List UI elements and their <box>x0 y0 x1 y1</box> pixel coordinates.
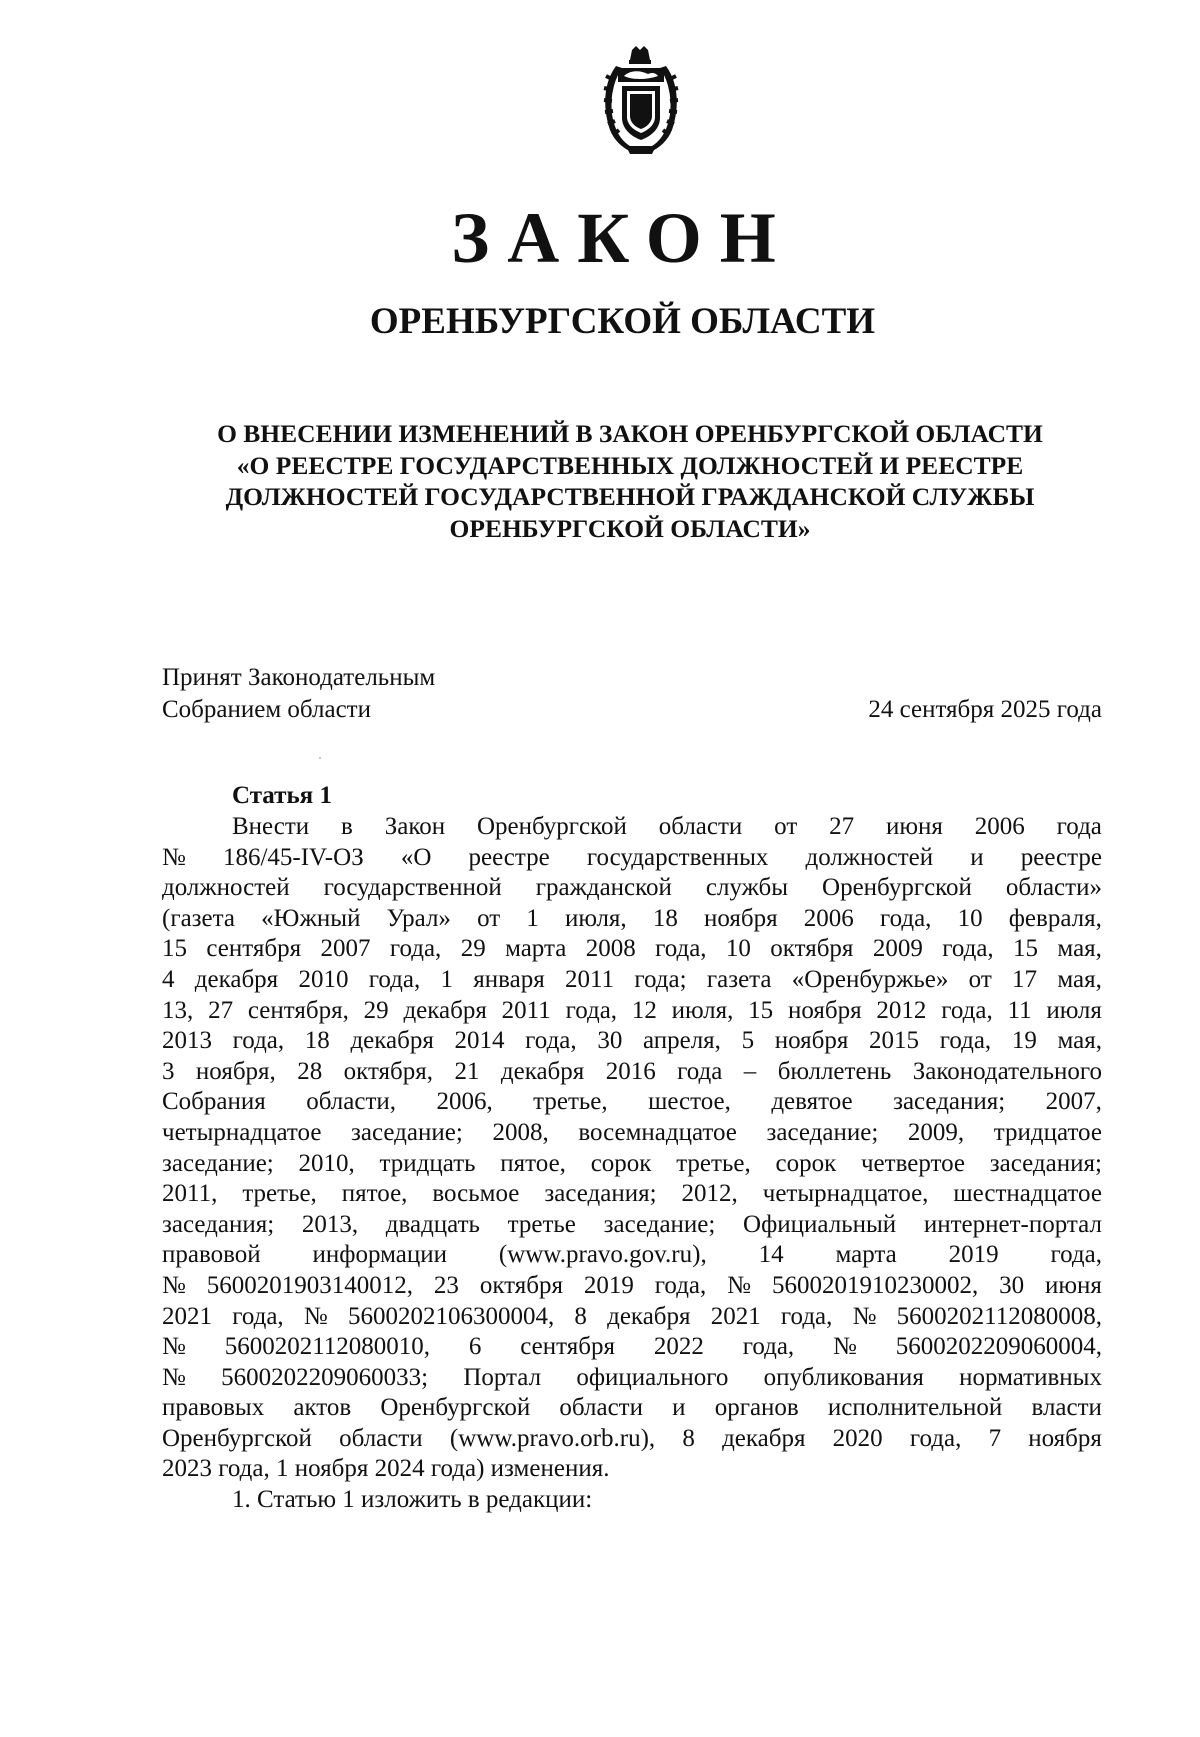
law-name-line: «О РЕЕСТРЕ ГОСУДАРСТВЕННЫХ ДОЛЖНОСТЕЙ И РЕЕСТРЕ <box>236 450 1024 480</box>
article-text-line: 1. Статью 1 изложить в редакции: <box>232 1486 593 1514</box>
adoption-date: 24 сентября 2025 года <box>868 696 1102 723</box>
law-name-line: О ВНЕСЕНИИ ИЗМЕНЕНИЙ В ЗАКОН ОРЕНБУРГСКОЙ ОБЛАСТИ <box>217 419 1043 448</box>
article-text-line: Оренбургской области (www.pravo.orb.ru), 8 декабря 2020 года, 7 ноября <box>162 1424 1102 1452</box>
adopted-by-line: Принят Законодательным <box>162 664 436 691</box>
article-text-line: правовой информации (www.pravo.gov.ru), 14 марта 2019 года, <box>162 1241 1102 1269</box>
adoption-block <box>162 662 1102 726</box>
document-subtitle: ОРЕНБУРГСКОЙ ОБЛАСТИ <box>369 301 876 342</box>
article-text-line: заседание; 2010, тридцать пятое, сорок третье, сорок четвертое заседания; <box>162 1149 1102 1177</box>
article-text-line: 2011, третье, пятое, восьмое заседания; 2012, четырнадцатое, шестнадцатое <box>162 1180 1102 1208</box>
article-text-line: Внести в Закон Оренбургской области от 27 июня 2006 года <box>232 813 1102 840</box>
article-text-line: 2023 года, 1 ноября 2024 года) изменения. <box>162 1455 610 1483</box>
article-text-line: четырнадцатое заседание; 2008, восемнадцатое заседание; 2009, тридцатое <box>162 1118 1102 1146</box>
law-name-line: ДОЛЖНОСТЕЙ ГОСУДАРСТВЕННОЙ ГРАЖДАНСКОЙ СЛУЖБЫ <box>225 482 1035 511</box>
article-text-line: заседания; 2013, двадцать третье заседание; Официальный интернет-портал <box>162 1210 1102 1238</box>
adopted-by-body: Собранием области <box>162 696 371 723</box>
article-title: Статья 1 <box>232 782 332 809</box>
coat-of-arms-emblem <box>596 46 686 158</box>
article-text-line: 13, 27 сентября, 29 декабря 2011 года, 12 июля, 15 ноября 2012 года, 11 июля <box>162 996 1102 1024</box>
article-text-line: 15 сентября 2007 года, 29 марта 2008 года, 10 октября 2009 года, 15 мая, <box>162 935 1102 963</box>
article-body <box>162 812 1102 1516</box>
law-name-heading <box>160 418 1100 544</box>
law-name-line: ОРЕНБУРГСКОЙ ОБЛАСТИ» <box>449 513 811 543</box>
article-text-line: № 5600202209060033; Портал официального опубликования нормативных <box>162 1363 1102 1391</box>
scan-speck <box>319 757 321 759</box>
article-text-line: 2013 года, 18 декабря 2014 года, 30 апреля, 5 ноября 2015 года, 19 мая, <box>162 1027 1102 1055</box>
article-text-line: № 5600202112080010, 6 сентября 2022 года, № 5600202209060004, <box>162 1333 1102 1361</box>
article-text-line: 4 декабря 2010 года, 1 января 2011 года; газета «Оренбуржье» от 17 мая, <box>162 965 1102 993</box>
article-text-line: Собрания области, 2006, третье, шестое, девятое заседания; 2007, <box>162 1088 1102 1116</box>
article-text-line: (газета «Южный Урал» от 1 июля, 18 ноября 2006 года, 10 февраля, <box>162 904 1102 932</box>
article-text-line: правовых актов Оренбургской области и органов исполнительной власти <box>162 1394 1102 1422</box>
article-text-line: 3 ноября, 28 октября, 21 декабря 2016 года – бюллетень Законодательного <box>162 1057 1102 1085</box>
article-text-line: 2021 года, № 5600202106300004, 8 декабря 2021 года, № 5600202112080008, <box>162 1302 1102 1330</box>
document-title: ЗАКОН <box>451 198 794 278</box>
article-text-line: должностей государственной гражданской службы Оренбургской области» <box>162 874 1102 902</box>
article-text-line: № 5600201903140012, 23 октября 2019 года, № 5600201910230002, 30 июня <box>162 1271 1102 1299</box>
article-text-line: № 186/45-IV-ОЗ «О реестре государственных должностей и реестре <box>162 843 1102 871</box>
